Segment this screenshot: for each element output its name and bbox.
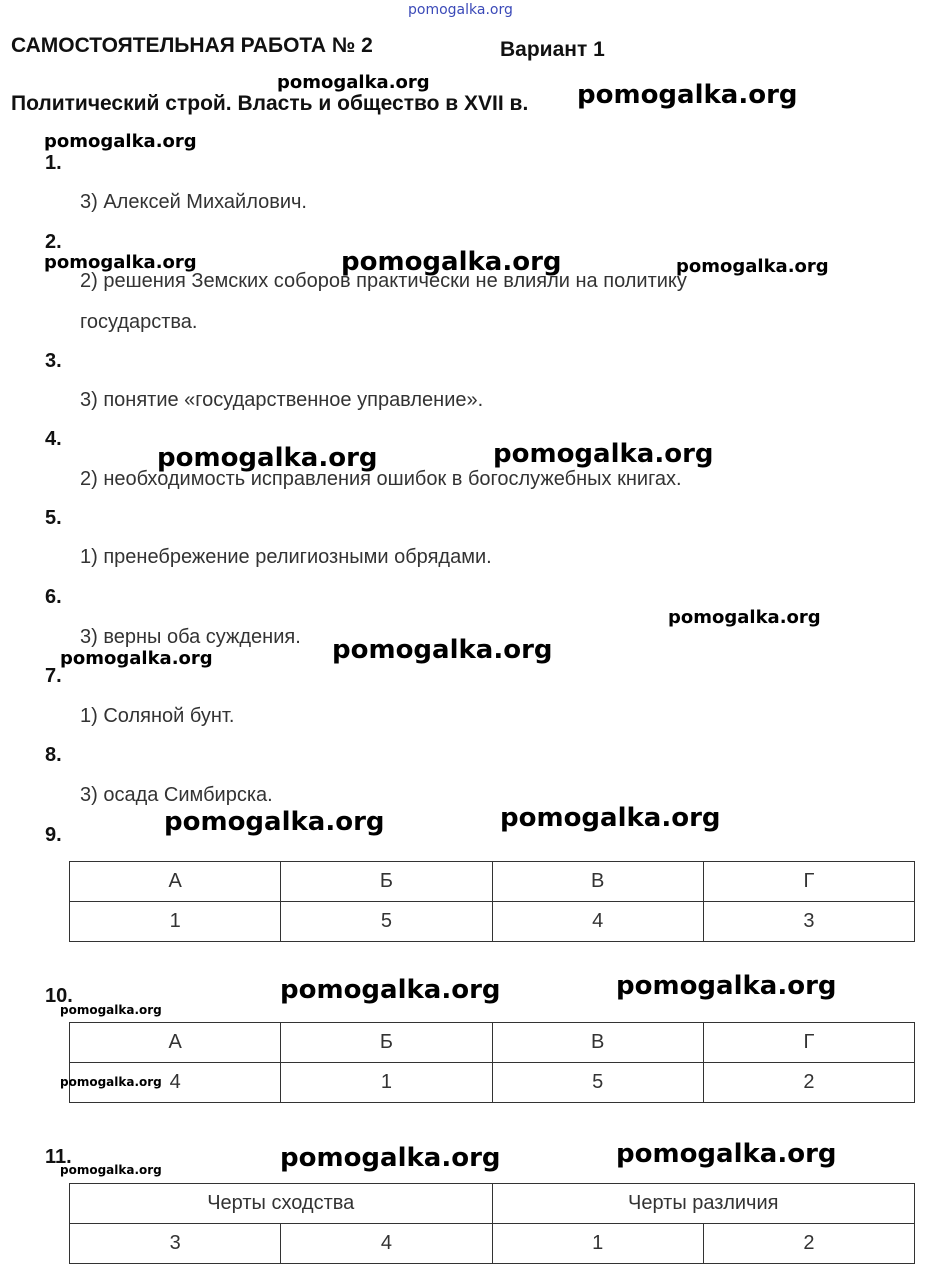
question-number-7: 7.: [45, 665, 62, 687]
answer-7: 1) Соляной бунт.: [80, 705, 235, 727]
table-cell: 1: [492, 1224, 703, 1264]
watermark: pomogalka.org: [60, 1163, 162, 1177]
table-cell: 2: [703, 1224, 914, 1264]
answer-4: 2) необходимость исправления ошибок в богослужебных книгах.: [80, 468, 682, 490]
table-row: [70, 1063, 915, 1103]
table-header-cell: В: [492, 862, 703, 902]
question-number-8: 8.: [45, 744, 62, 766]
table-header-cell: Черты сходства: [70, 1184, 493, 1224]
table-header-row: [70, 862, 915, 902]
watermark: pomogalka.org: [493, 439, 714, 469]
table-cell: 4: [492, 902, 703, 942]
table-header-row: [70, 1184, 915, 1224]
table-header-cell: Б: [281, 862, 492, 902]
site-header-link[interactable]: pomogalka.org: [408, 2, 513, 18]
answer-3: 3) понятие «государственное управление».: [80, 389, 484, 411]
table-header-cell: А: [70, 862, 281, 902]
watermark: pomogalka.org: [616, 971, 837, 1001]
answer-table-11: [69, 1183, 915, 1264]
page-subtitle: Политический строй. Власть и общество в XVII в.: [11, 92, 529, 115]
answer-6: 3) верны оба суждения.: [80, 626, 301, 648]
question-number-10: 10.: [45, 985, 73, 1007]
table-header-cell: Черты различия: [492, 1184, 915, 1224]
question-number-11: 11.: [45, 1146, 72, 1168]
answer-table-9: [69, 861, 915, 942]
table-cell: 3: [70, 1224, 281, 1264]
watermark: pomogalka.org: [616, 1139, 837, 1169]
answer-5: 1) пренебрежение религиозными обрядами.: [80, 546, 492, 568]
watermark: pomogalka.org: [332, 635, 553, 665]
table-cell: 4: [281, 1224, 492, 1264]
watermark: pomogalka.org: [500, 803, 721, 833]
answer-2-line-1: 2) решения Земских соборов практически не влияли на политику: [80, 270, 687, 292]
watermark: pomogalka.org: [164, 807, 385, 837]
table-cell: 2: [703, 1063, 914, 1103]
answer-table-10: [69, 1022, 915, 1103]
table-row: [70, 902, 915, 942]
variant-label: Вариант 1: [500, 38, 605, 61]
table-header-row: [70, 1023, 915, 1063]
table-cell: 3: [703, 902, 914, 942]
watermark: pomogalka.org: [676, 256, 829, 277]
question-number-5: 5.: [45, 507, 62, 529]
table-cell: 1: [70, 902, 281, 942]
watermark: pomogalka.org: [60, 1003, 162, 1017]
answer-8: 3) осада Симбирска.: [80, 784, 273, 806]
watermark: pomogalka.org: [60, 1075, 162, 1089]
watermark: pomogalka.org: [341, 247, 562, 277]
table-header-cell: Б: [281, 1023, 492, 1063]
watermark: pomogalka.org: [577, 80, 798, 110]
watermark: pomogalka.org: [44, 252, 197, 273]
question-number-9: 9.: [45, 824, 62, 846]
watermark: pomogalka.org: [277, 72, 430, 93]
watermark: pomogalka.org: [44, 131, 197, 152]
question-number-4: 4.: [45, 428, 62, 450]
page-title: САМОСТОЯТЕЛЬНАЯ РАБОТА № 2: [11, 34, 373, 57]
table-header-cell: В: [492, 1023, 703, 1063]
question-number-6: 6.: [45, 586, 62, 608]
table-header-cell: Г: [703, 1023, 914, 1063]
question-number-1: 1.: [45, 152, 62, 174]
table-cell: 4: [70, 1063, 281, 1103]
watermark: pomogalka.org: [280, 1143, 501, 1173]
answer-2-line-2: государства.: [80, 311, 198, 333]
table-header-cell: Г: [703, 862, 914, 902]
table-cell: 5: [281, 902, 492, 942]
watermark: pomogalka.org: [668, 607, 821, 628]
question-number-2: 2.: [45, 231, 62, 253]
watermark: pomogalka.org: [157, 443, 378, 473]
table-cell: 1: [281, 1063, 492, 1103]
table-header-cell: А: [70, 1023, 281, 1063]
watermark: pomogalka.org: [280, 975, 501, 1005]
table-cell: 5: [492, 1063, 703, 1103]
answer-1: 3) Алексей Михайлович.: [80, 191, 307, 213]
question-number-3: 3.: [45, 350, 62, 372]
table-row: [70, 1224, 915, 1264]
watermark: pomogalka.org: [60, 648, 213, 669]
